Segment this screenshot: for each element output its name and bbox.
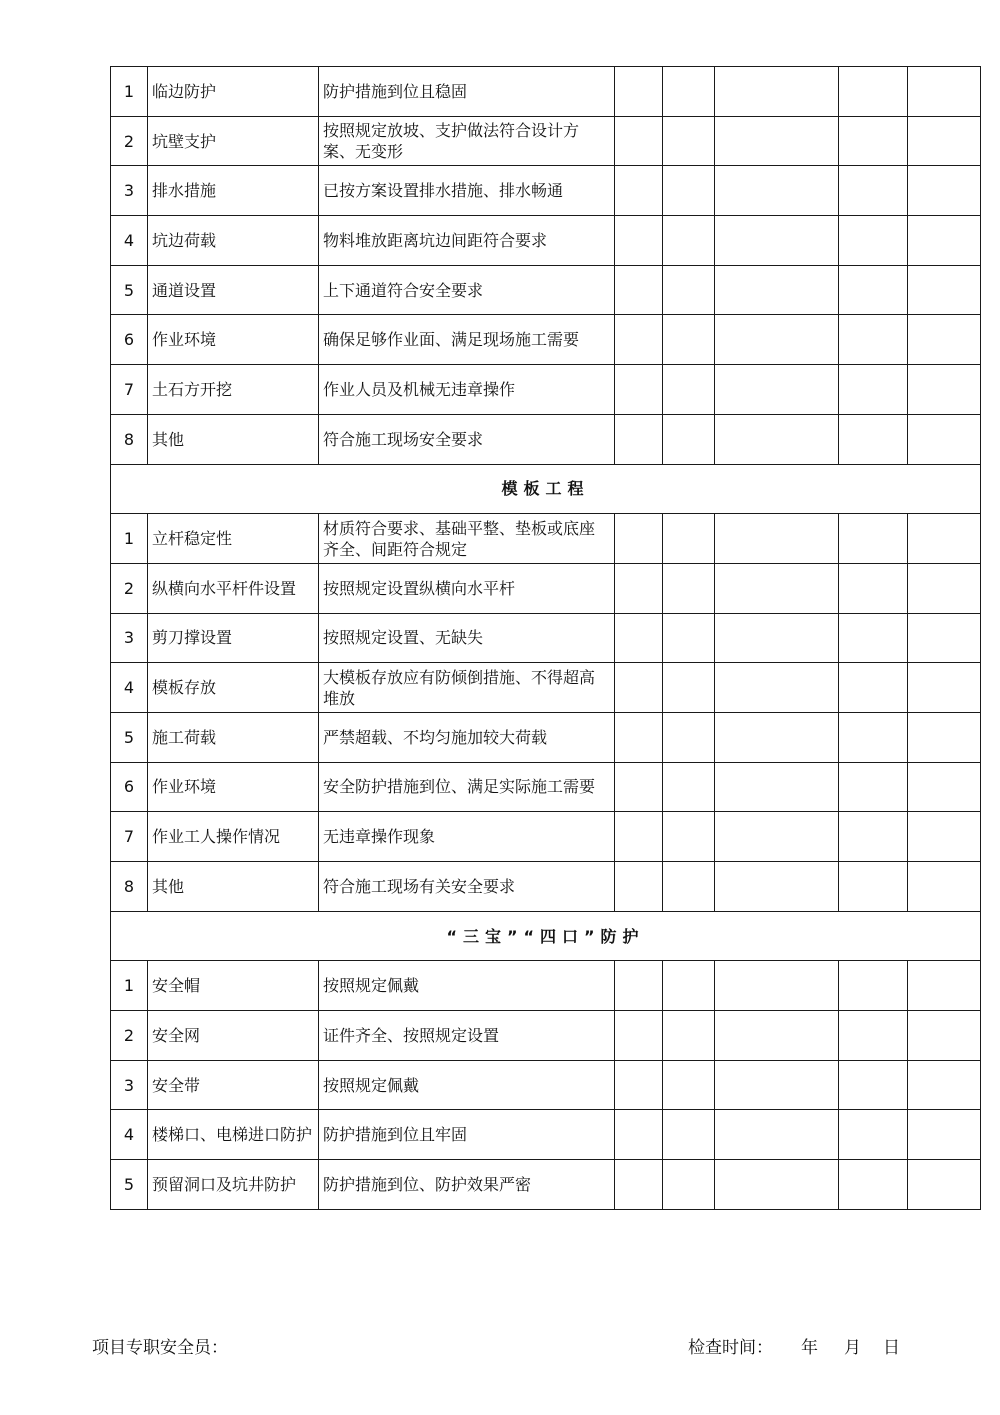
check-item: 作业工人操作情况 [148, 812, 319, 862]
check-requirement: 大模板存放应有防倾倒措施、不得超高堆放 [319, 663, 615, 713]
table-row [111, 663, 981, 713]
safety-officer-label: 项目专职安全员： [92, 1338, 228, 1358]
blank-check-cell[interactable] [839, 563, 908, 613]
table-row [111, 1160, 981, 1210]
blank-check-cell[interactable] [908, 1060, 981, 1110]
table-row [111, 613, 981, 663]
blank-check-cell[interactable] [663, 414, 715, 464]
row-number: 8 [111, 862, 148, 912]
blank-check-cell[interactable] [615, 1011, 663, 1061]
month-label: 月 [844, 1338, 861, 1358]
row-number: 7 [111, 365, 148, 415]
blank-check-cell[interactable] [908, 116, 981, 166]
blank-check-cell[interactable] [715, 1060, 839, 1110]
check-requirement: 符合施工现场有关安全要求 [319, 862, 615, 912]
check-item: 安全带 [148, 1060, 319, 1110]
table-row [111, 563, 981, 613]
check-item: 其他 [148, 862, 319, 912]
blank-check-cell[interactable] [839, 67, 908, 117]
check-requirement: 按照规定设置、无缺失 [319, 613, 615, 663]
blank-check-cell[interactable] [908, 762, 981, 812]
blank-check-cell[interactable] [908, 961, 981, 1011]
blank-check-cell[interactable] [615, 166, 663, 216]
check-item: 通道设置 [148, 265, 319, 315]
blank-check-cell[interactable] [663, 613, 715, 663]
blank-check-cell[interactable] [663, 265, 715, 315]
blank-check-cell[interactable] [715, 762, 839, 812]
row-number: 5 [111, 1160, 148, 1210]
check-item: 立杆稳定性 [148, 514, 319, 564]
row-number: 6 [111, 315, 148, 365]
blank-check-cell[interactable] [908, 265, 981, 315]
check-requirement: 已按方案设置排水措施、排水畅通 [319, 166, 615, 216]
table-row [111, 862, 981, 912]
check-item: 楼梯口、电梯进口防护 [148, 1110, 319, 1160]
row-number: 2 [111, 563, 148, 613]
row-number: 4 [111, 216, 148, 266]
blank-check-cell[interactable] [615, 961, 663, 1011]
blank-check-cell[interactable] [908, 315, 981, 365]
blank-check-cell[interactable] [908, 514, 981, 564]
blank-check-cell[interactable] [663, 1011, 715, 1061]
blank-check-cell[interactable] [615, 216, 663, 266]
blank-check-cell[interactable] [839, 812, 908, 862]
blank-check-cell[interactable] [715, 365, 839, 415]
blank-check-cell[interactable] [908, 712, 981, 762]
table-row [111, 365, 981, 415]
blank-check-cell[interactable] [839, 712, 908, 762]
check-item: 安全网 [148, 1011, 319, 1061]
blank-check-cell[interactable] [839, 116, 908, 166]
table-row [111, 116, 981, 166]
blank-check-cell[interactable] [615, 613, 663, 663]
check-item: 纵横向水平杆件设置 [148, 563, 319, 613]
blank-check-cell[interactable] [839, 365, 908, 415]
blank-check-cell[interactable] [663, 216, 715, 266]
check-requirement: 按照规定佩戴 [319, 1060, 615, 1110]
check-requirement: 按照规定设置纵横向水平杆 [319, 563, 615, 613]
table-row [111, 514, 981, 564]
blank-check-cell[interactable] [908, 414, 981, 464]
check-requirement: 防护措施到位且牢固 [319, 1110, 615, 1160]
blank-check-cell[interactable] [663, 762, 715, 812]
check-item: 施工荷载 [148, 712, 319, 762]
inspection-table [110, 66, 981, 1210]
check-requirement: 防护措施到位且稳固 [319, 67, 615, 117]
blank-check-cell[interactable] [715, 116, 839, 166]
blank-check-cell[interactable] [839, 961, 908, 1011]
blank-check-cell[interactable] [839, 414, 908, 464]
blank-check-cell[interactable] [615, 315, 663, 365]
blank-check-cell[interactable] [908, 613, 981, 663]
row-number: 1 [111, 514, 148, 564]
blank-check-cell[interactable] [663, 563, 715, 613]
blank-check-cell[interactable] [908, 67, 981, 117]
blank-check-cell[interactable] [839, 1160, 908, 1210]
table-row [111, 216, 981, 266]
blank-check-cell[interactable] [715, 166, 839, 216]
blank-check-cell[interactable] [715, 414, 839, 464]
row-number: 1 [111, 961, 148, 1011]
row-number: 5 [111, 712, 148, 762]
blank-check-cell[interactable] [715, 812, 839, 862]
check-requirement: 证件齐全、按照规定设置 [319, 1011, 615, 1061]
table-row [111, 1060, 981, 1110]
blank-check-cell[interactable] [663, 365, 715, 415]
row-number: 1 [111, 67, 148, 117]
table-row [111, 1110, 981, 1160]
blank-check-cell[interactable] [663, 166, 715, 216]
year-label: 年 [801, 1338, 818, 1358]
blank-check-cell[interactable] [663, 712, 715, 762]
blank-check-cell[interactable] [839, 1011, 908, 1061]
blank-check-cell[interactable] [663, 862, 715, 912]
blank-check-cell[interactable] [615, 414, 663, 464]
blank-check-cell[interactable] [908, 365, 981, 415]
table-row [111, 414, 981, 464]
table-row [111, 812, 981, 862]
blank-check-cell[interactable] [715, 265, 839, 315]
blank-check-cell[interactable] [615, 265, 663, 315]
blank-check-cell[interactable] [908, 563, 981, 613]
blank-check-cell[interactable] [839, 1060, 908, 1110]
blank-check-cell[interactable] [715, 712, 839, 762]
day-label: 日 [883, 1338, 900, 1358]
blank-check-cell[interactable] [663, 1160, 715, 1210]
check-item: 模板存放 [148, 663, 319, 713]
blank-check-cell[interactable] [663, 812, 715, 862]
table-row [111, 315, 981, 365]
row-number: 3 [111, 166, 148, 216]
row-number: 4 [111, 1110, 148, 1160]
blank-check-cell[interactable] [663, 1060, 715, 1110]
blank-check-cell[interactable] [615, 663, 663, 713]
blank-check-cell[interactable] [715, 613, 839, 663]
check-item: 作业环境 [148, 762, 319, 812]
section-title: 模板工程 [111, 464, 981, 514]
check-requirement: 安全防护措施到位、满足实际施工需要 [319, 762, 615, 812]
check-requirement: 按照规定放坡、支护做法符合设计方案、无变形 [319, 116, 615, 166]
table-row [111, 67, 981, 117]
check-requirement: 无违章操作现象 [319, 812, 615, 862]
blank-check-cell[interactable] [715, 514, 839, 564]
check-item: 排水措施 [148, 166, 319, 216]
blank-check-cell[interactable] [715, 663, 839, 713]
blank-check-cell[interactable] [839, 265, 908, 315]
blank-check-cell[interactable] [615, 365, 663, 415]
blank-check-cell[interactable] [715, 1011, 839, 1061]
blank-check-cell[interactable] [663, 1110, 715, 1160]
blank-check-cell[interactable] [663, 116, 715, 166]
blank-check-cell[interactable] [715, 1160, 839, 1210]
check-requirement: 严禁超载、不均匀施加较大荷载 [319, 712, 615, 762]
section-header-row [111, 464, 981, 514]
blank-check-cell[interactable] [715, 216, 839, 266]
check-item: 预留洞口及坑井防护 [148, 1160, 319, 1210]
row-number: 8 [111, 414, 148, 464]
check-requirement: 物料堆放距离坑边间距符合要求 [319, 216, 615, 266]
blank-check-cell[interactable] [663, 961, 715, 1011]
table-row [111, 961, 981, 1011]
blank-check-cell[interactable] [615, 712, 663, 762]
table-row [111, 166, 981, 216]
section-header-row [111, 911, 981, 961]
blank-check-cell[interactable] [839, 613, 908, 663]
check-item: 剪刀撑设置 [148, 613, 319, 663]
blank-check-cell[interactable] [839, 862, 908, 912]
row-number: 3 [111, 613, 148, 663]
check-requirement: 确保足够作业面、满足现场施工需要 [319, 315, 615, 365]
row-number: 6 [111, 762, 148, 812]
blank-check-cell[interactable] [839, 216, 908, 266]
blank-check-cell[interactable] [715, 67, 839, 117]
row-number: 2 [111, 1011, 148, 1061]
check-requirement: 符合施工现场安全要求 [319, 414, 615, 464]
blank-check-cell[interactable] [715, 862, 839, 912]
check-item: 临边防护 [148, 67, 319, 117]
blank-check-cell[interactable] [615, 116, 663, 166]
blank-check-cell[interactable] [615, 1160, 663, 1210]
blank-check-cell[interactable] [715, 961, 839, 1011]
blank-check-cell[interactable] [615, 812, 663, 862]
table-row [111, 1011, 981, 1061]
row-number: 7 [111, 812, 148, 862]
check-item: 坑边荷载 [148, 216, 319, 266]
blank-check-cell[interactable] [908, 166, 981, 216]
blank-check-cell[interactable] [663, 315, 715, 365]
table-row [111, 265, 981, 315]
check-item: 作业环境 [148, 315, 319, 365]
blank-check-cell[interactable] [615, 67, 663, 117]
blank-check-cell[interactable] [715, 563, 839, 613]
blank-check-cell[interactable] [615, 762, 663, 812]
row-number: 2 [111, 116, 148, 166]
blank-check-cell[interactable] [615, 514, 663, 564]
check-requirement: 材质符合要求、基础平整、垫板或底座齐全、间距符合规定 [319, 514, 615, 564]
blank-check-cell[interactable] [908, 1011, 981, 1061]
blank-check-cell[interactable] [839, 166, 908, 216]
check-item: 其他 [148, 414, 319, 464]
blank-check-cell[interactable] [715, 1110, 839, 1160]
blank-check-cell[interactable] [908, 1160, 981, 1210]
row-number: 5 [111, 265, 148, 315]
blank-check-cell[interactable] [715, 315, 839, 365]
blank-check-cell[interactable] [908, 216, 981, 266]
blank-check-cell[interactable] [908, 1110, 981, 1160]
section-title: “三宝”“四口”防护 [111, 911, 981, 961]
blank-check-cell[interactable] [615, 563, 663, 613]
blank-check-cell[interactable] [839, 1110, 908, 1160]
table-row [111, 762, 981, 812]
blank-check-cell[interactable] [663, 514, 715, 564]
blank-check-cell[interactable] [839, 514, 908, 564]
blank-check-cell[interactable] [839, 663, 908, 713]
blank-check-cell[interactable] [839, 762, 908, 812]
check-requirement: 防护措施到位、防护效果严密 [319, 1160, 615, 1210]
check-requirement: 作业人员及机械无违章操作 [319, 365, 615, 415]
check-item: 坑壁支护 [148, 116, 319, 166]
blank-check-cell[interactable] [615, 1060, 663, 1110]
blank-check-cell[interactable] [908, 862, 981, 912]
blank-check-cell[interactable] [908, 812, 981, 862]
check-requirement: 按照规定佩戴 [319, 961, 615, 1011]
check-requirement: 上下通道符合安全要求 [319, 265, 615, 315]
check-item: 土石方开挖 [148, 365, 319, 415]
inspection-time [688, 1333, 900, 1358]
blank-check-cell[interactable] [839, 315, 908, 365]
row-number: 3 [111, 1060, 148, 1110]
blank-check-cell[interactable] [615, 1110, 663, 1160]
table-row [111, 712, 981, 762]
check-item: 安全帽 [148, 961, 319, 1011]
blank-check-cell[interactable] [663, 67, 715, 117]
inspection-time-label: 检查时间： [688, 1338, 773, 1358]
blank-check-cell[interactable] [663, 663, 715, 713]
row-number: 4 [111, 663, 148, 713]
blank-check-cell[interactable] [908, 663, 981, 713]
blank-check-cell[interactable] [615, 862, 663, 912]
